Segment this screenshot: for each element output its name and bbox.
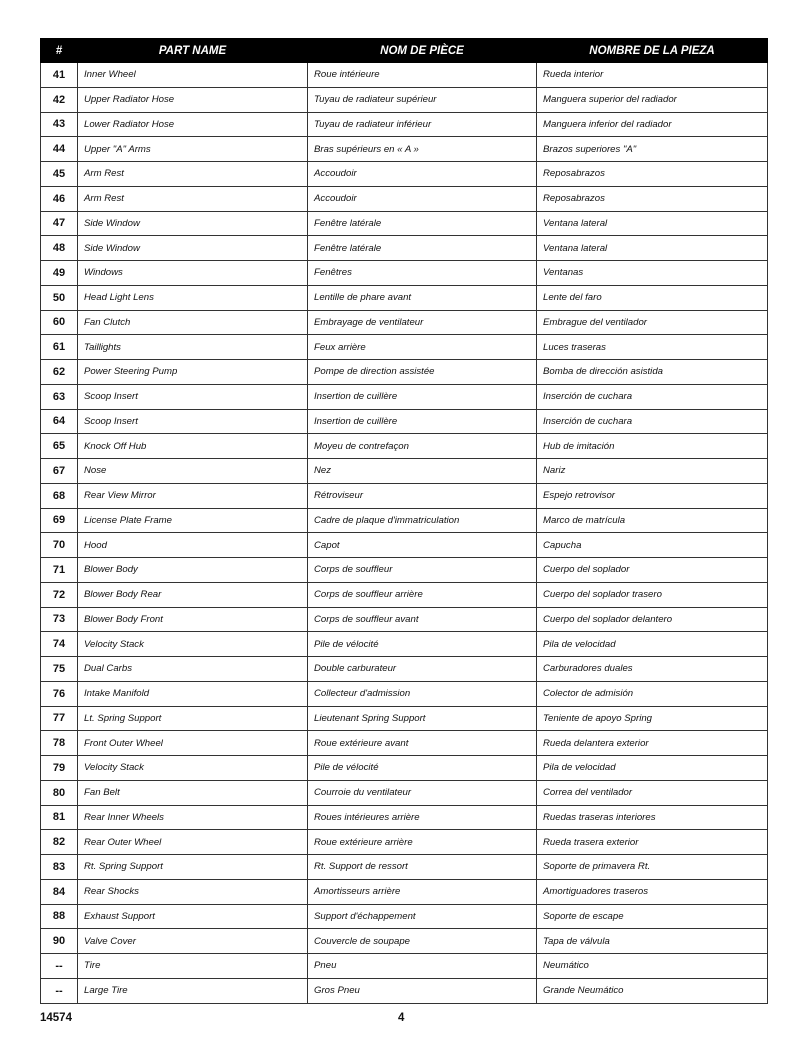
part-name-fr: Corps de souffleur	[308, 558, 537, 583]
part-name-es: Hub de imitación	[537, 434, 768, 459]
part-name-es: Bomba de dirección asistida	[537, 360, 768, 385]
part-name-en: Front Outer Wheel	[78, 731, 308, 756]
table-row	[41, 855, 768, 880]
part-name-fr: Lentille de phare avant	[308, 285, 537, 310]
part-name-es: Tapa de válvula	[537, 929, 768, 954]
table-row	[41, 978, 768, 1003]
part-name-fr: Corps de souffleur arrière	[308, 582, 537, 607]
part-name-es: Reposabrazos	[537, 162, 768, 187]
part-code: 14574	[40, 1012, 72, 1024]
part-name-es: Pila de velocidad	[537, 756, 768, 781]
part-name-en: Blower Body Rear	[78, 582, 308, 607]
table-row	[41, 236, 768, 261]
part-number: 73	[41, 607, 78, 632]
part-name-fr: Pneu	[308, 954, 537, 979]
part-name-fr: Couvercle de soupape	[308, 929, 537, 954]
table-row	[41, 681, 768, 706]
part-name-fr: Insertion de cuillère	[308, 409, 537, 434]
table-row	[41, 558, 768, 583]
part-name-fr: Roue extérieure arrière	[308, 830, 537, 855]
table-row	[41, 731, 768, 756]
part-number: 63	[41, 384, 78, 409]
part-name-en: Taillights	[78, 335, 308, 360]
part-number: 75	[41, 657, 78, 682]
part-name-fr: Pile de vélocité	[308, 632, 537, 657]
part-name-es: Luces traseras	[537, 335, 768, 360]
part-number: 64	[41, 409, 78, 434]
part-name-en: Side Window	[78, 236, 308, 261]
table-row	[41, 657, 768, 682]
part-name-en: Fan Belt	[78, 780, 308, 805]
part-number: 62	[41, 360, 78, 385]
table-row	[41, 706, 768, 731]
table-row	[41, 508, 768, 533]
part-number: 90	[41, 929, 78, 954]
part-name-es: Colector de admisión	[537, 681, 768, 706]
part-name-es: Teniente de apoyo Spring	[537, 706, 768, 731]
table-row	[41, 87, 768, 112]
part-name-fr: Amortisseurs arrière	[308, 879, 537, 904]
part-name-en: Scoop Insert	[78, 409, 308, 434]
part-number: 68	[41, 483, 78, 508]
part-number: 79	[41, 756, 78, 781]
part-name-es: Inserción de cuchara	[537, 384, 768, 409]
table-row	[41, 805, 768, 830]
part-name-fr: Bras supérieurs en « A »	[308, 137, 537, 162]
part-name-fr: Nez	[308, 459, 537, 484]
table-row	[41, 830, 768, 855]
part-number: 78	[41, 731, 78, 756]
part-number: 71	[41, 558, 78, 583]
part-number: 69	[41, 508, 78, 533]
header-part-name: PART NAME	[78, 39, 308, 63]
table-row	[41, 409, 768, 434]
part-name-fr: Pile de vélocité	[308, 756, 537, 781]
table-row	[41, 483, 768, 508]
part-name-es: Grande Neumático	[537, 978, 768, 1003]
part-number: 65	[41, 434, 78, 459]
part-name-es: Amortiguadores traseros	[537, 879, 768, 904]
part-name-en: Knock Off Hub	[78, 434, 308, 459]
table-row	[41, 310, 768, 335]
part-name-en: Lower Radiator Hose	[78, 112, 308, 137]
part-name-es: Ventana lateral	[537, 236, 768, 261]
table-row	[41, 360, 768, 385]
table-row	[41, 137, 768, 162]
part-name-en: Large Tire	[78, 978, 308, 1003]
table-row	[41, 533, 768, 558]
part-name-fr: Pompe de direction assistée	[308, 360, 537, 385]
part-name-es: Cuerpo del soplador	[537, 558, 768, 583]
part-name-fr: Support d'échappement	[308, 904, 537, 929]
part-name-es: Neumático	[537, 954, 768, 979]
part-number: 72	[41, 582, 78, 607]
part-name-fr: Double carburateur	[308, 657, 537, 682]
part-name-es: Cuerpo del soplador delantero	[537, 607, 768, 632]
part-number: 46	[41, 186, 78, 211]
part-name-en: Valve Cover	[78, 929, 308, 954]
part-name-fr: Rétroviseur	[308, 483, 537, 508]
part-name-fr: Capot	[308, 533, 537, 558]
part-number: 82	[41, 830, 78, 855]
part-name-es: Soporte de primavera Rt.	[537, 855, 768, 880]
part-name-fr: Accoudoir	[308, 162, 537, 187]
table-row	[41, 904, 768, 929]
table-row	[41, 582, 768, 607]
part-name-en: Inner Wheel	[78, 63, 308, 88]
table-row	[41, 929, 768, 954]
part-number: 60	[41, 310, 78, 335]
part-name-fr: Feux arrière	[308, 335, 537, 360]
part-number: 49	[41, 261, 78, 286]
part-name-en: Velocity Stack	[78, 632, 308, 657]
part-name-en: Blower Body Front	[78, 607, 308, 632]
part-name-es: Lente del faro	[537, 285, 768, 310]
part-name-es: Manguera superior del radiador	[537, 87, 768, 112]
part-number: 42	[41, 87, 78, 112]
part-name-es: Brazos superiores "A"	[537, 137, 768, 162]
part-name-fr: Fenêtres	[308, 261, 537, 286]
part-name-fr: Accoudoir	[308, 186, 537, 211]
part-name-en: Rear Inner Wheels	[78, 805, 308, 830]
part-name-es: Reposabrazos	[537, 186, 768, 211]
part-name-fr: Corps de souffleur avant	[308, 607, 537, 632]
part-name-es: Soporte de escape	[537, 904, 768, 929]
part-name-es: Rueda delantera exterior	[537, 731, 768, 756]
part-name-en: Upper Radiator Hose	[78, 87, 308, 112]
part-name-en: Rt. Spring Support	[78, 855, 308, 880]
part-number: 83	[41, 855, 78, 880]
part-number: 61	[41, 335, 78, 360]
part-name-es: Ruedas traseras interiores	[537, 805, 768, 830]
part-name-es: Inserción de cuchara	[537, 409, 768, 434]
part-number: 77	[41, 706, 78, 731]
part-name-es: Pila de velocidad	[537, 632, 768, 657]
parts-table-body	[41, 63, 768, 1004]
part-number: 88	[41, 904, 78, 929]
part-name-en: Head Light Lens	[78, 285, 308, 310]
part-number: 80	[41, 780, 78, 805]
table-row	[41, 261, 768, 286]
table-row	[41, 186, 768, 211]
part-name-fr: Rt. Support de ressort	[308, 855, 537, 880]
part-name-es: Capucha	[537, 533, 768, 558]
part-name-es: Rueda trasera exterior	[537, 830, 768, 855]
table-row	[41, 335, 768, 360]
table-row	[41, 162, 768, 187]
part-number: 47	[41, 211, 78, 236]
part-name-fr: Courroie du ventilateur	[308, 780, 537, 805]
part-name-en: Power Steering Pump	[78, 360, 308, 385]
part-name-en: Nose	[78, 459, 308, 484]
table-row	[41, 63, 768, 88]
part-name-fr: Roue intérieure	[308, 63, 537, 88]
part-number: 74	[41, 632, 78, 657]
part-name-fr: Roue extérieure avant	[308, 731, 537, 756]
table-row	[41, 459, 768, 484]
header-nom-de-piece: NOM DE PIÈCE	[308, 39, 537, 63]
table-row	[41, 632, 768, 657]
part-name-fr: Tuyau de radiateur inférieur	[308, 112, 537, 137]
part-name-fr: Moyeu de contrefaçon	[308, 434, 537, 459]
part-name-en: Exhaust Support	[78, 904, 308, 929]
part-name-en: Windows	[78, 261, 308, 286]
part-name-en: Rear View Mirror	[78, 483, 308, 508]
table-row	[41, 954, 768, 979]
part-name-fr: Insertion de cuillère	[308, 384, 537, 409]
page-number: 4	[398, 1012, 405, 1024]
part-name-es: Carburadores duales	[537, 657, 768, 682]
part-name-es: Ventanas	[537, 261, 768, 286]
part-name-en: Scoop Insert	[78, 384, 308, 409]
part-number: 81	[41, 805, 78, 830]
table-row	[41, 285, 768, 310]
table-row	[41, 211, 768, 236]
part-number: 45	[41, 162, 78, 187]
part-name-en: Rear Shocks	[78, 879, 308, 904]
part-name-fr: Gros Pneu	[308, 978, 537, 1003]
part-name-es: Manguera inferior del radiador	[537, 112, 768, 137]
part-number: 41	[41, 63, 78, 88]
part-number: 50	[41, 285, 78, 310]
part-number: 48	[41, 236, 78, 261]
part-name-es: Ventana lateral	[537, 211, 768, 236]
part-number: 67	[41, 459, 78, 484]
part-name-en: License Plate Frame	[78, 508, 308, 533]
part-name-en: Hood	[78, 533, 308, 558]
table-row	[41, 434, 768, 459]
part-name-es: Nariz	[537, 459, 768, 484]
part-name-en: Upper "A" Arms	[78, 137, 308, 162]
part-name-en: Dual Carbs	[78, 657, 308, 682]
part-number: 43	[41, 112, 78, 137]
parts-table	[40, 38, 768, 1004]
part-name-fr: Roues intérieures arrière	[308, 805, 537, 830]
part-name-en: Fan Clutch	[78, 310, 308, 335]
header-number: #	[41, 39, 78, 63]
part-name-fr: Collecteur d'admission	[308, 681, 537, 706]
part-number: --	[41, 978, 78, 1003]
table-row	[41, 780, 768, 805]
part-name-en: Rear Outer Wheel	[78, 830, 308, 855]
part-name-fr: Tuyau de radiateur supérieur	[308, 87, 537, 112]
part-name-es: Correa del ventilador	[537, 780, 768, 805]
part-number: 76	[41, 681, 78, 706]
table-row	[41, 112, 768, 137]
part-number: --	[41, 954, 78, 979]
header-nombre-de-la-pieza: NOMBRE DE LA PIEZA	[537, 39, 768, 63]
part-name-fr: Fenêtre latérale	[308, 236, 537, 261]
part-name-en: Lt. Spring Support	[78, 706, 308, 731]
part-name-es: Rueda interior	[537, 63, 768, 88]
part-name-es: Embrague del ventilador	[537, 310, 768, 335]
part-name-fr: Lieutenant Spring Support	[308, 706, 537, 731]
part-name-en: Velocity Stack	[78, 756, 308, 781]
part-name-fr: Embrayage de ventilateur	[308, 310, 537, 335]
part-name-en: Intake Manifold	[78, 681, 308, 706]
table-row	[41, 607, 768, 632]
part-name-en: Arm Rest	[78, 162, 308, 187]
table-row	[41, 384, 768, 409]
part-name-en: Blower Body	[78, 558, 308, 583]
part-name-en: Arm Rest	[78, 186, 308, 211]
header-row	[41, 39, 768, 63]
part-number: 44	[41, 137, 78, 162]
part-number: 70	[41, 533, 78, 558]
table-row	[41, 879, 768, 904]
part-name-es: Marco de matrícula	[537, 508, 768, 533]
part-name-es: Cuerpo del soplador trasero	[537, 582, 768, 607]
part-name-es: Espejo retrovisor	[537, 483, 768, 508]
table-row	[41, 756, 768, 781]
part-name-en: Side Window	[78, 211, 308, 236]
part-number: 84	[41, 879, 78, 904]
part-name-fr: Cadre de plaque d'immatriculation	[308, 508, 537, 533]
part-name-en: Tire	[78, 954, 308, 979]
parts-table-header	[41, 39, 768, 63]
part-name-fr: Fenêtre latérale	[308, 211, 537, 236]
